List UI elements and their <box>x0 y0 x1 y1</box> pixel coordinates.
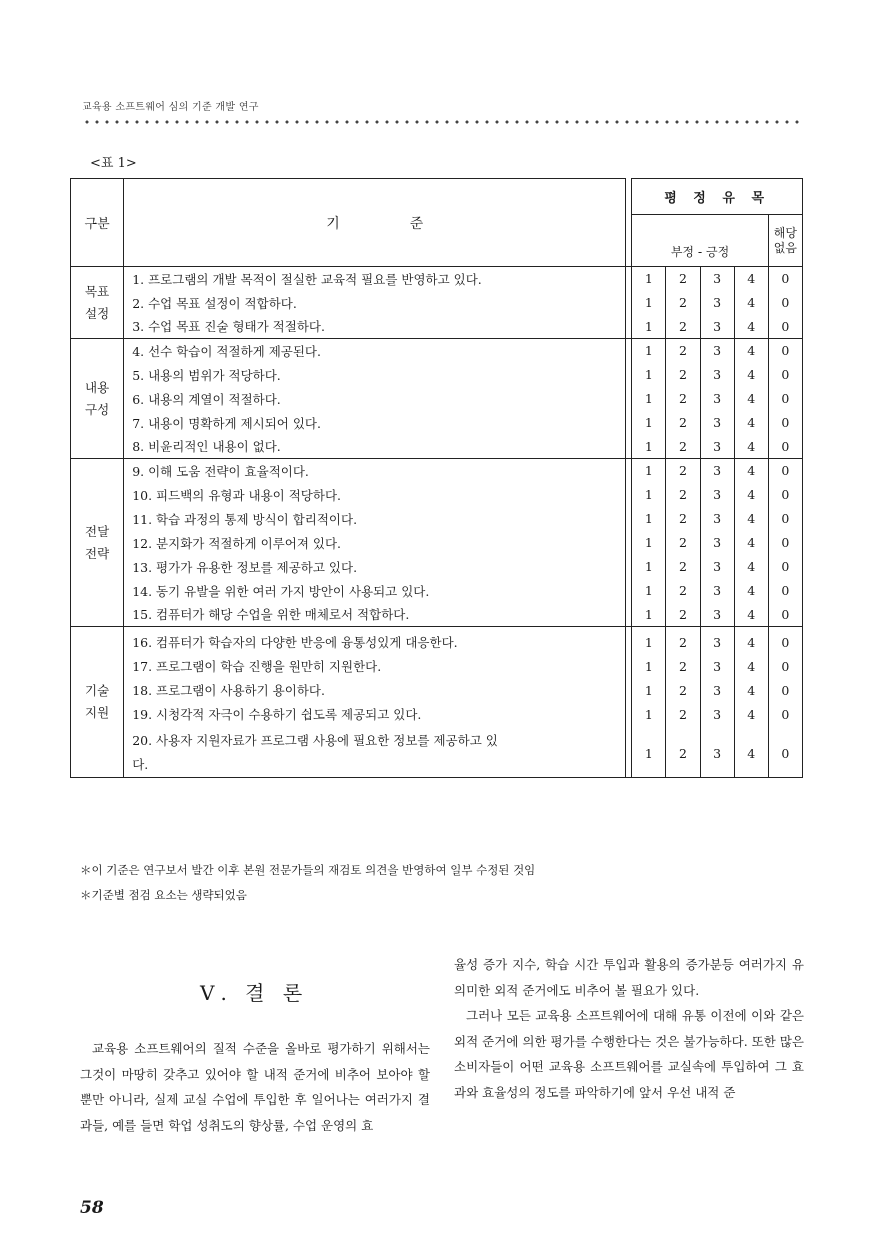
criterion-label: 18. 프로그램이 사용하기 용이하다. <box>132 683 325 698</box>
table-row <box>71 579 803 603</box>
rating-not-applicable: 0 <box>768 555 802 579</box>
rating-not-applicable: 0 <box>768 387 802 411</box>
rating-1: 1 <box>632 483 666 507</box>
rating-not-applicable: 0 <box>768 675 802 699</box>
rating-not-applicable: 0 <box>768 699 802 723</box>
criterion-label: 7. 내용이 명확하게 제시되어 있다. <box>132 415 321 431</box>
rating-4: 4 <box>734 603 768 627</box>
criteria-table <box>70 178 803 778</box>
table-row <box>71 531 803 555</box>
criterion-label: 12. 분지화가 적절하게 이루어져 있다. <box>132 535 341 551</box>
rating-1: 1 <box>632 579 666 603</box>
rating-2: 2 <box>666 579 700 603</box>
rating-not-applicable: 0 <box>768 435 802 459</box>
rating-2: 2 <box>666 675 700 699</box>
rating-not-applicable: 0 <box>768 363 802 387</box>
rating-4: 4 <box>734 507 768 531</box>
criterion-label: 14. 동기 유발을 위한 여러 가지 방안이 사용되고 있다. <box>132 583 430 599</box>
rating-3: 3 <box>700 363 734 387</box>
dotted-rule <box>82 118 802 126</box>
rating-1: 1 <box>632 315 666 339</box>
rating-3: 3 <box>700 723 734 778</box>
rating-3: 3 <box>700 291 734 315</box>
rating-4: 4 <box>734 675 768 699</box>
rating-4: 4 <box>734 435 768 459</box>
rating-2: 2 <box>666 555 700 579</box>
rating-4: 4 <box>734 723 768 778</box>
header-category: 구분 <box>71 179 124 267</box>
table-row <box>71 363 803 387</box>
rating-3: 3 <box>700 435 734 459</box>
table-row <box>71 627 803 652</box>
left-paragraph-1: 교육용 소프트웨어의 질적 수준을 올바로 평가하기 위해서는 그것이 마땅히 갖추고 있어야 할 내적 준거에 비추어 보아야 할 뿐만 아니라, 실제 교실 수업에 투입한 후 일어나는 여러가지 결과들, 예를 들면 학업 성취도의 향상률, 수업 운영의 효 <box>80 1041 430 1133</box>
criterion-label: 10. 피드백의 유형과 내용이 적당하다. <box>132 487 341 503</box>
criterion-label: 5. 내용의 범위가 적당하다. <box>132 367 281 383</box>
rating-2: 2 <box>666 411 700 435</box>
rating-1: 1 <box>632 627 666 652</box>
criterion-text <box>124 291 626 315</box>
rating-1: 1 <box>632 411 666 435</box>
table-caption: <표 1> <box>90 156 137 171</box>
category-line1: 기술 <box>85 683 110 698</box>
table-row <box>71 483 803 507</box>
criterion-text <box>124 699 626 723</box>
criterion-label: 2. 수업 목표 설정이 적합하다. <box>132 295 297 311</box>
rating-2: 2 <box>666 483 700 507</box>
criterion-label: 13. 평가가 유용한 정보를 제공하고 있다. <box>132 559 358 575</box>
rating-not-applicable: 0 <box>768 267 802 291</box>
rating-2: 2 <box>666 723 700 778</box>
table-row <box>71 507 803 531</box>
criterion-label: 8. 비윤리적인 내용이 없다. <box>132 439 281 455</box>
header-na-line2: 없음 <box>773 240 797 255</box>
rating-not-applicable: 0 <box>768 603 802 627</box>
rating-not-applicable: 0 <box>768 483 802 507</box>
rating-not-applicable: 0 <box>768 339 802 363</box>
rating-1: 1 <box>632 291 666 315</box>
left-column <box>80 1036 430 1138</box>
header-rating: 평 정 유 목 <box>632 179 803 215</box>
rating-2: 2 <box>666 315 700 339</box>
rating-not-applicable: 0 <box>768 579 802 603</box>
category-cell <box>71 267 124 339</box>
rating-3: 3 <box>700 483 734 507</box>
criterion-label: 11. 학습 과정의 통제 방식이 합리적이다. <box>132 511 358 527</box>
table-row <box>71 555 803 579</box>
table-row <box>71 675 803 699</box>
criterion-label: 17. 프로그램이 학습 진행을 원만히 지원한다. <box>132 659 382 674</box>
rating-not-applicable: 0 <box>768 723 802 778</box>
category-line2: 전략 <box>85 545 110 561</box>
category-cell <box>71 459 124 627</box>
table-row <box>71 387 803 411</box>
criterion-label: 20. 사용자 지원자료가 프로그램 사용에 필요한 정보를 제공하고 있 <box>132 733 498 748</box>
rating-3: 3 <box>700 627 734 652</box>
rating-2: 2 <box>666 291 700 315</box>
criterion-text <box>124 459 626 483</box>
rating-3: 3 <box>700 603 734 627</box>
rating-3: 3 <box>700 699 734 723</box>
criterion-text <box>124 315 626 339</box>
criterion-label: 4. 선수 학습이 적절하게 제공된다. <box>132 343 321 359</box>
rating-1: 1 <box>632 267 666 291</box>
criterion-text <box>124 555 626 579</box>
category-cell <box>71 627 124 778</box>
criterion-label: 19. 시청각적 자극이 수용하기 쉽도록 제공되고 있다. <box>132 707 422 722</box>
rating-4: 4 <box>734 699 768 723</box>
rating-1: 1 <box>632 603 666 627</box>
criterion-text <box>124 531 626 555</box>
rating-2: 2 <box>666 651 700 675</box>
rating-not-applicable: 0 <box>768 459 802 483</box>
rating-4: 4 <box>734 579 768 603</box>
rating-1: 1 <box>632 699 666 723</box>
rating-2: 2 <box>666 387 700 411</box>
table-row <box>71 435 803 459</box>
rating-4: 4 <box>734 291 768 315</box>
table-row <box>71 267 803 291</box>
table-row <box>71 699 803 723</box>
rating-1: 1 <box>632 531 666 555</box>
section-title: Ⅴ. 결 론 <box>200 981 309 1005</box>
criterion-text <box>124 579 626 603</box>
table-body <box>71 267 803 778</box>
rating-4: 4 <box>734 627 768 652</box>
note-2: ＊기준별 점검 요소는 생략되었음 <box>80 888 247 902</box>
rating-not-applicable: 0 <box>768 411 802 435</box>
rating-1: 1 <box>632 723 666 778</box>
rating-not-applicable: 0 <box>768 315 802 339</box>
criterion-text <box>124 435 626 459</box>
criterion-text <box>124 675 626 699</box>
criterion-text <box>124 387 626 411</box>
rating-4: 4 <box>734 363 768 387</box>
rating-4: 4 <box>734 531 768 555</box>
criterion-label: 15. 컴퓨터가 해당 수업을 위한 매체로서 적합하다. <box>132 607 410 623</box>
criterion-label-continued: 다. <box>132 757 149 772</box>
rating-not-applicable: 0 <box>768 507 802 531</box>
rating-4: 4 <box>734 411 768 435</box>
page-number: 58 <box>80 1198 104 1218</box>
rating-2: 2 <box>666 339 700 363</box>
table-row <box>71 723 803 778</box>
right-paragraph-2: 그러나 모든 교육용 소프트웨어에 대해 유통 이전에 이와 같은 외적 준거에 의한 평가를 수행한다는 것은 불가능하다. 또한 많은 소비자들이 어떤 교육용 소프트웨어를 교실속에 투입하여 그 효과와 효율성의 정도를 파악하기에 앞서 우선 내적 준 <box>454 1008 804 1100</box>
right-column <box>454 952 804 1105</box>
rating-3: 3 <box>700 267 734 291</box>
rating-4: 4 <box>734 267 768 291</box>
criterion-text <box>124 603 626 627</box>
table-notes <box>80 858 535 908</box>
rating-not-applicable: 0 <box>768 651 802 675</box>
rating-2: 2 <box>666 435 700 459</box>
rating-1: 1 <box>632 435 666 459</box>
rating-3: 3 <box>700 411 734 435</box>
criterion-text <box>124 483 626 507</box>
running-head: 교육용 소프트웨어 심의 기준 개발 연구 <box>82 102 259 113</box>
table-row <box>71 339 803 363</box>
criterion-label: 1. 프로그램의 개발 목적이 절실한 교육적 필요를 반영하고 있다. <box>132 271 482 287</box>
rating-2: 2 <box>666 459 700 483</box>
table-row <box>71 411 803 435</box>
rating-2: 2 <box>666 531 700 555</box>
criterion-text <box>124 651 626 675</box>
rating-1: 1 <box>632 387 666 411</box>
category-line1: 내용 <box>85 379 110 395</box>
note-1: ＊이 기준은 연구보서 발간 이후 본원 전문가들의 재검토 의견을 반영하여 일부 수정된 것임 <box>80 863 536 877</box>
rating-1: 1 <box>632 459 666 483</box>
table-row <box>71 315 803 339</box>
header-not-applicable <box>768 215 802 267</box>
rating-2: 2 <box>666 267 700 291</box>
criterion-label: 16. 컴퓨터가 학습자의 다양한 반응에 융통성있게 대응한다. <box>132 635 458 650</box>
rating-2: 2 <box>666 627 700 652</box>
rating-not-applicable: 0 <box>768 627 802 652</box>
rating-4: 4 <box>734 651 768 675</box>
criterion-text <box>124 363 626 387</box>
rating-4: 4 <box>734 339 768 363</box>
table-row <box>71 603 803 627</box>
rating-3: 3 <box>700 675 734 699</box>
header-na-line1: 해당 <box>773 225 797 240</box>
table-row <box>71 651 803 675</box>
rating-2: 2 <box>666 699 700 723</box>
rating-4: 4 <box>734 387 768 411</box>
table-row <box>71 459 803 483</box>
rating-3: 3 <box>700 579 734 603</box>
category-line2: 설정 <box>85 305 110 321</box>
rating-1: 1 <box>632 675 666 699</box>
criterion-label: 6. 내용의 계열이 적절하다. <box>132 391 281 407</box>
rating-3: 3 <box>700 387 734 411</box>
category-line2: 지원 <box>85 705 110 720</box>
right-paragraph-1: 율성 증가 지수, 학습 시간 투입과 활용의 증가분등 여러가지 유의미한 외적 준거에도 비추어 볼 필요가 있다. <box>454 957 804 998</box>
criterion-text <box>124 507 626 531</box>
rating-4: 4 <box>734 483 768 507</box>
criterion-label: 9. 이해 도움 전략이 효율적이다. <box>132 463 309 479</box>
rating-not-applicable: 0 <box>768 291 802 315</box>
rating-2: 2 <box>666 363 700 387</box>
criterion-text <box>124 411 626 435</box>
rating-3: 3 <box>700 531 734 555</box>
criterion-text <box>124 723 626 778</box>
rating-1: 1 <box>632 507 666 531</box>
rating-4: 4 <box>734 459 768 483</box>
rating-2: 2 <box>666 603 700 627</box>
criterion-text <box>124 627 626 652</box>
rating-3: 3 <box>700 315 734 339</box>
header-scale: 부정 - 긍정 <box>632 215 769 267</box>
rating-3: 3 <box>700 339 734 363</box>
rating-3: 3 <box>700 651 734 675</box>
criterion-text <box>124 339 626 363</box>
rating-1: 1 <box>632 339 666 363</box>
table-row <box>71 291 803 315</box>
category-line2: 구성 <box>85 401 110 417</box>
rating-4: 4 <box>734 315 768 339</box>
criterion-text <box>124 267 626 291</box>
rating-2: 2 <box>666 507 700 531</box>
rating-3: 3 <box>700 507 734 531</box>
header-criteria: 기준 <box>124 179 626 267</box>
category-line1: 목표 <box>85 283 110 299</box>
rating-1: 1 <box>632 651 666 675</box>
rating-1: 1 <box>632 363 666 387</box>
rating-not-applicable: 0 <box>768 531 802 555</box>
criterion-label: 3. 수업 목표 진술 형태가 적절하다. <box>132 319 325 335</box>
category-line1: 전달 <box>85 523 110 539</box>
rating-4: 4 <box>734 555 768 579</box>
rating-1: 1 <box>632 555 666 579</box>
category-cell <box>71 339 124 459</box>
rating-3: 3 <box>700 555 734 579</box>
rating-3: 3 <box>700 459 734 483</box>
